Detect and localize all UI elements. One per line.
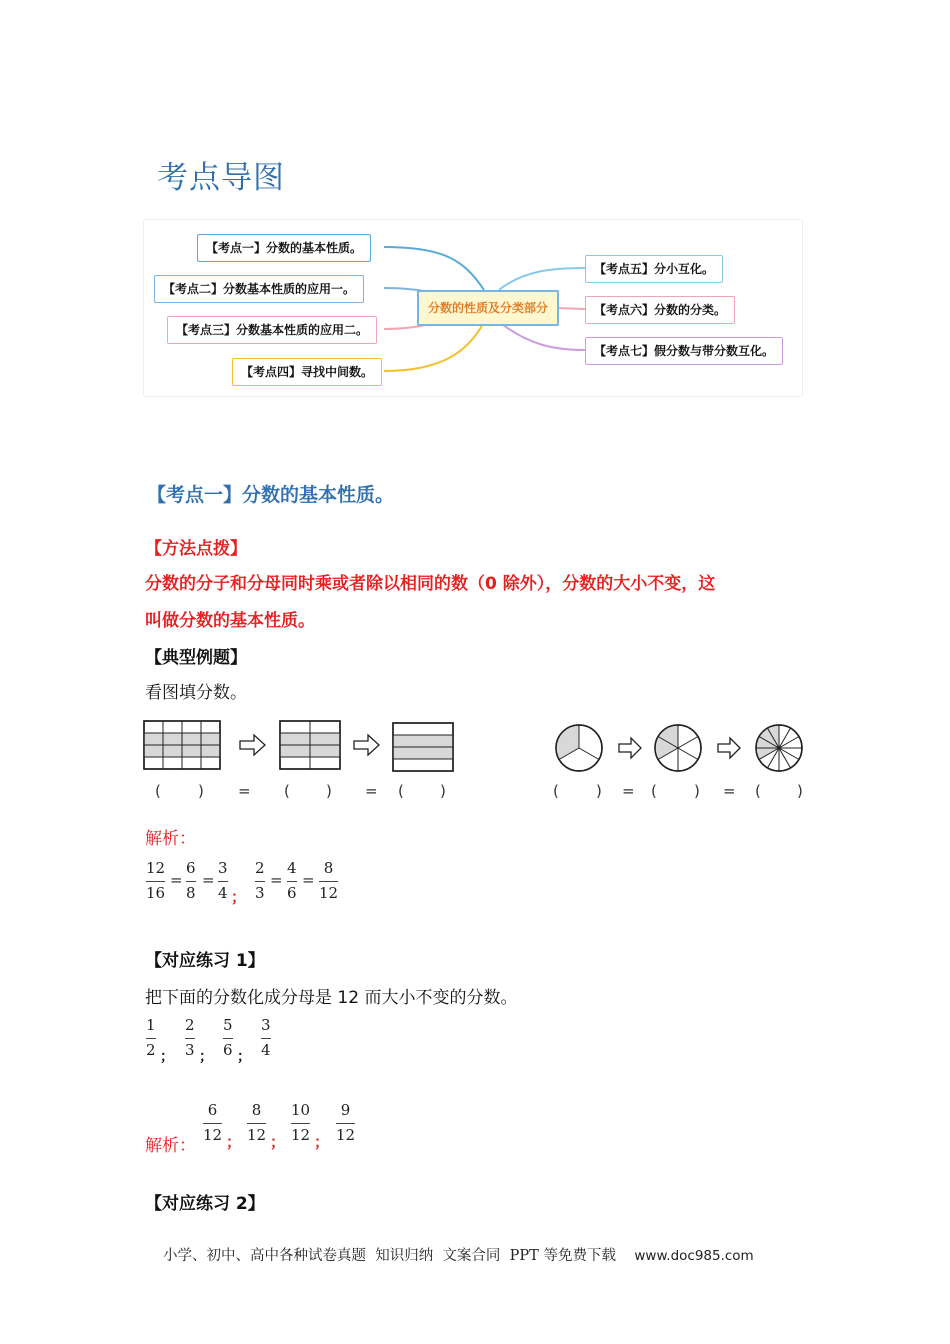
separator: ； [314,1133,330,1151]
connector-k6 [555,308,585,309]
blank-paren-close: ) [797,782,803,800]
circle-3-parts [556,725,602,771]
separator: ； [231,888,247,906]
equals-sign: = [365,782,378,800]
blank-paren-close: ) [694,782,700,800]
method-text-line1: 分数的分子和分母同时乘或者除以相同的数（0 除外），分数的大小不变，这 [145,574,716,594]
separator: ； [270,1133,286,1151]
example-text: 看图填分数。 [145,683,247,703]
separator: ； [160,1049,174,1065]
fraction: 6 8 [186,859,196,902]
blank-paren-close: ) [440,782,446,800]
circle-6-parts [655,725,701,771]
circle-12-parts [756,725,802,771]
blank-paren-open: ( [155,782,161,800]
fraction: 3 4 [261,1016,271,1059]
section-title-k1: 【考点一】分数的基本性质。 [147,484,395,506]
fraction: 4 6 [287,859,297,902]
mind-map [143,219,803,397]
grid-8-parts [280,721,340,769]
grid-4-parts [393,723,453,771]
mindmap-node-k3: 【考点三】分数基本性质的应用二。 [167,316,377,344]
arrow-icon [354,735,379,755]
mindmap-node-k6: 【考点六】分数的分类。 [585,296,735,324]
fraction: 2 3 [185,1016,195,1059]
mindmap-node-k1: 【考点一】分数的基本性质。 [197,234,371,262]
page-title: 考点导图 [157,160,285,196]
footer-url[interactable]: www.doc985.com [634,1248,754,1264]
fraction: 5 6 [223,1016,233,1059]
blank-paren-close: ) [596,782,602,800]
arrow-icon [240,735,265,755]
fraction: 1 2 [146,1016,156,1059]
mindmap-node-k4: 【考点四】寻找中间数。 [232,358,382,386]
footer-text: 小学、初中、高中各种试卷真题 知识归纳 文案合同 PPT 等免费下载 [163,1248,616,1264]
grid-16-parts [144,721,220,769]
circle-figures [553,722,808,774]
mindmap-node-k7: 【考点七】假分数与带分数互化。 [585,337,783,365]
mindmap-node-k5: 【考点五】分小互化。 [585,255,723,283]
arrow-icon [619,738,641,758]
fraction: 10 12 [291,1101,311,1144]
equals-sign: = [622,782,635,800]
fraction: 12 16 [146,859,166,902]
rectangle-figures [143,720,463,774]
mindmap-node-k2: 【考点二】分数基本性质的应用一。 [154,275,364,303]
blank-paren-open: ( [755,782,761,800]
method-text-line2: 叫做分数的基本性质。 [145,611,315,631]
fraction: 6 12 [203,1101,223,1144]
method-label: 【方法点拨】 [145,539,247,559]
separator: ； [237,1049,251,1065]
fraction: 8 12 [319,859,339,902]
analysis-label: 解析： [145,829,196,849]
blank-paren-open: ( [651,782,657,800]
blank-paren-close: ) [198,782,204,800]
equals-sign: = [202,871,215,889]
equals-sign: = [270,871,283,889]
separator: ； [226,1133,242,1151]
connector-k5 [499,268,585,290]
fraction: 9 12 [336,1101,356,1144]
equals-sign: = [238,782,251,800]
equals-sign: = [302,871,315,889]
blank-paren-open: ( [553,782,559,800]
example-label: 【典型例题】 [145,648,247,668]
fraction: 3 4 [218,859,228,902]
connector-k7 [499,322,585,350]
practice1-label: 【对应练习 1】 [145,951,265,971]
connector-k1 [384,247,484,290]
fraction: 8 12 [247,1101,267,1144]
equals-sign: = [170,871,183,889]
equals-sign: = [723,782,736,800]
footer [163,1244,754,1265]
fraction: 2 3 [255,859,265,902]
blank-paren-open: ( [398,782,404,800]
practice2-label: 【对应练习 2】 [145,1194,265,1214]
arrow-icon [718,738,740,758]
blank-paren-open: ( [284,782,290,800]
practice1-analysis-label: 解析： [145,1136,196,1156]
separator: ； [199,1049,213,1065]
blank-paren-close: ) [326,782,332,800]
mindmap-center-node: 分数的性质及分类部分 [417,290,559,326]
practice1-text: 把下面的分数化成分母是 12 而大小不变的分数。 [145,988,518,1008]
